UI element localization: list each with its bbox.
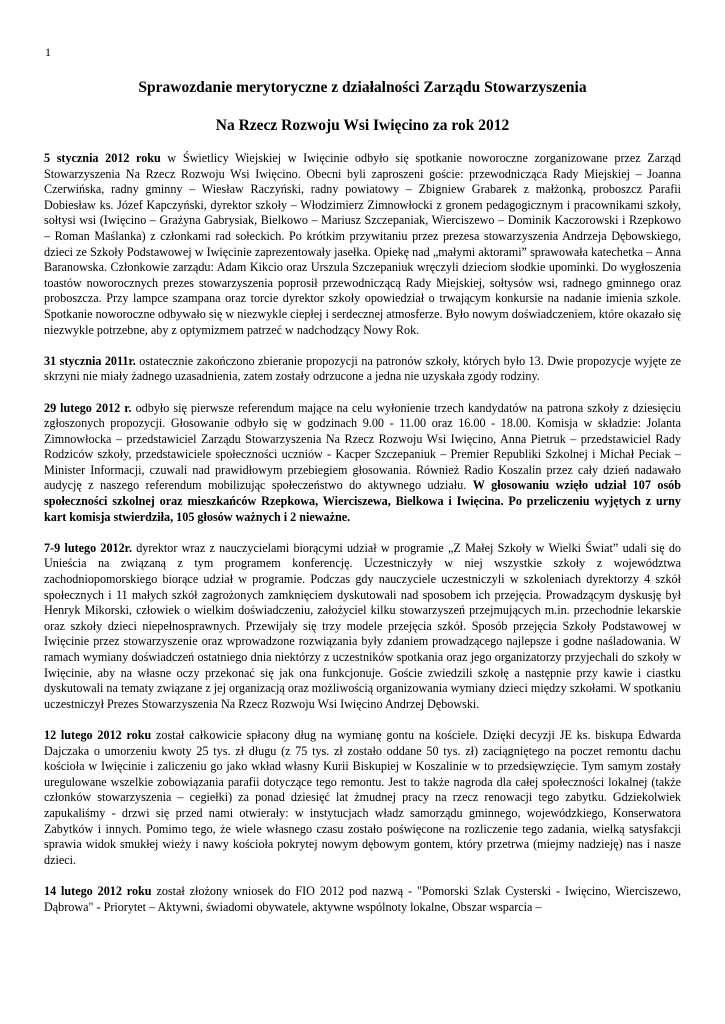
- paragraph-31-jan: [44, 354, 681, 385]
- paragraph-date: 12 lutego 2012 roku: [44, 727, 152, 742]
- paragraph-text: został całkowicie spłacony dług na wymianę gontu na kościele. Dzięki decyzji JE ks. biskupa Edwarda Dajczaka o umorzeniu kwoty 25 tys. zł długu (z 75 tys. zł zostało oddane 50 tys. zł) zaciągniętego na poczet remontu dachu kościoła w Iwięcinie i zaliczeniu go jako wkład własny Kurii Biskupiej w Koszalinie w to przedsięwzięcie. Tym samym zostały uregulowane wszelkie zobowiązania parafii dotyczące tego remontu. Jest to także nagroda dla całej społeczności lokalnej (także członków stowarzyszenia – cegiełki) za ponad dziesięć lat żmudnej pracy na rzecz renowacji tego zabytku. Gdziekolwiek zapukaliśmy - drzwi się przed nami otwierały: w instytucjach władz samorządu gminnego, wojewódzkiego, Konserwatora Zabytków i innych. Pomimo tego, że wiele własnego czasu zostało poświęcone na rozliczenie tego zadania, wielką satysfakcji sprawia widok smukłej wieży i nawy kościoła pokrytej nowym dębowym gontem, który przetrwa (miejmy nadzieję) nas i nasze dzieci.: [44, 727, 681, 867]
- paragraph-text: ostatecznie zakończono zbieranie propozycji na patronów szkoły, których było 13. Dwie propozycje wyjęte ze skrzyni nie miały żadnego uzasadnienia, zatem zostały odrzucone a jedna nie uzyskała zgody rodziny.: [44, 353, 681, 384]
- paragraph-date: 7-9 lutego 2012r.: [44, 540, 132, 555]
- page-number: 1: [45, 45, 51, 59]
- paragraph-14-feb: [44, 884, 681, 915]
- report-body: [44, 151, 681, 931]
- paragraph-text: w Świetlicy Wiejskiej w Iwięcinie odbyło się spotkanie noworoczne zorganizowane przez Zarząd Stowarzyszenia Na Rzecz Rozwoju Wsi Iwięcino. Obecni byli zaproszeni goście: przewodnicząca Rady Miejskiej – Joanna Czerwińska, radny gminny – Wiesław Raczyński, radny powiatowy – Zbigniew Grabarek z małżonką, proboszcz Parafii Dobiesław ks. Józef Kapczyński, dyrektor szkoły – Włodzimierz Zimnowłocki z gronem pedagogicznym i pracownikami szkoły, sołtysi wsi (Iwięcino – Grażyna Gabrysiak, Bielkowo – Mariusz Szczepaniak, Wierciszewo – Dominik Kaczorowski i Rzepkowo – Roman Maślanka) z członkami rad sołeckich. Po krótkim przywitaniu przez prezesa stowarzyszenia Andrzeja Dębowskiego, dzieci ze Szkoły Podstawowej w Iwięcinie zaprezentowały jasełka. Opiekę nad „małymi aktorami” sprawowała katechetka – Anna Baranowska. Członkowie zarządu: Adam Kikcio oraz Urszula Szczepaniuk wręczyli dzieciom słodkie upominki. Do wygłoszenia toastów noworocznych prezes stowarzyszenia poprosił przewodniczącą Rady Miejskiej, sołtysów wsi, radnego gminnego oraz proboszcza. Przy lampce szampana oraz torcie dyrektor szkoły opowiedział o trwającym konkursie na nadanie imienia szkole. Spotkanie noworoczne odbywało się w niezwykle ciepłej i serdecznej atmosferze. Było nowym doświadczeniem, które okazało się niezwykle potrzebne, aby z optymizmem patrzeć w nadchodzący Nowy Rok.: [44, 151, 681, 337]
- paragraph-date: 14 lutego 2012 roku: [44, 883, 152, 898]
- paragraph-text: został złożony wniosek do FIO 2012 pod nazwą - "Pomorski Szlak Cysterski - Iwięcino, Wierciszewo, Dąbrowa" - Priorytet – Aktywni, świadomi obywatele, aktywne wspólnoty lokalne, Obszar wsparcia –: [44, 883, 681, 914]
- paragraph-date: 29 lutego 2012 r.: [44, 400, 132, 415]
- report-title: Sprawozdanie merytoryczne z działalności Zarządu Stowarzyszenia: [138, 79, 587, 96]
- paragraph-29-feb: [44, 401, 681, 526]
- paragraph-7-9-feb: [44, 541, 681, 713]
- paragraph-text: odbyło się pierwsze referendum mające na celu wyłonienie trzech kandydatów na patrona szkoły z dziesięciu zgłoszonych propozycji. Głosowanie odbyło się w godzinach 9.00 - 11.00 oraz 16.00 - 18.00. Komisja w składzie: Jolanta Zimnowłocka – przedstawiciel Zarządu Stowarzyszenia Na Rzecz Rozwoju Wsi Iwięcino, Anna Pietruk – przedstawiciel Rady Rodziców szkoły, przedstawiciele społeczności uczniów - Kacper Szczepaniuk – Premier Republiki Szkolnej i Michał Peciak – Minister Informacji, czuwali nad prawidłowym przebiegiem głosowania. Również Radio Koszalin przez cały dzień nadawało audycję z naszego referendum mobilizując społeczeństwo do aktywnego udziału.: [44, 400, 681, 493]
- paragraph-date: 5 stycznia 2012 roku: [44, 151, 161, 165]
- paragraph-12-feb: [44, 728, 681, 868]
- paragraph-date: 31 stycznia 2011r.: [44, 353, 136, 368]
- paragraph-bold-summary: W głosowaniu wzięło udział 107 osób społeczności szkolnej oraz mieszkańców Rzepkowa, Wierciszewa, Bielkowa i Iwięcina. Po przeliczeniu wyjętych z urny kart komisja stwierdziła, 105 głosów ważnych i 2 nieważne.: [44, 478, 681, 524]
- paragraph-5-jan: [44, 151, 681, 338]
- report-subtitle: Na Rzecz Rozwoju Wsi Iwięcino za rok 2012: [215, 117, 510, 134]
- paragraph-text: dyrektor wraz z nauczycielami biorącymi udział w programie „Z Małej Szkoły w Wielki Świat” udali się do Unieścia na związaną z tym programem konferencję. Uczestniczyły w niej wszystkie szkoły z województwa zachodniopomorskiego biorące udział w programie. Podczas gdy nauczyciele uczestniczyli w szkoleniach dyrektorzy 4 szkół społecznych i 11 małych szkół zagrożonych zamknięciem dyskutowali nad sposobem ich przejęcia. Prowadzącym dyskusję był Henryk Mikorski, człowiek o wielkim doświadczeniu, założyciel kilku stowarzyszeń przejmujących m.in. przechodnie lekarskie oraz szkoły dzieci niepełnosprawnych. Przewijały się trzy modele przejęcia szkół. Sposób przejęcia Szkoły Podstawowej w Iwięcinie przez stowarzyszenie oraz wprowadzone rozwiązania były zdaniem prowadzącego najlepsze i godne naśladowania. W ramach wymiany doświadczeń ostatniego dnia niektórzy z uczestników spotkania oraz jego organizatorzy przyjechali do szkoły w Iwięcinie, aby na własne oczy przekonać się jak ona funkcjonuje. Goście zwiedzili szkołę a następnie przy kawie i ciastku dyskutowali na tematy związane z jej organizacją oraz możliwością organizowania wymiany dzieci między szkołami. W spotkaniu uczestniczył Prezes Stowarzyszenia Na Rzecz Rozwoju Wsi Iwięcino Andrzej Dębowski.: [44, 540, 681, 711]
